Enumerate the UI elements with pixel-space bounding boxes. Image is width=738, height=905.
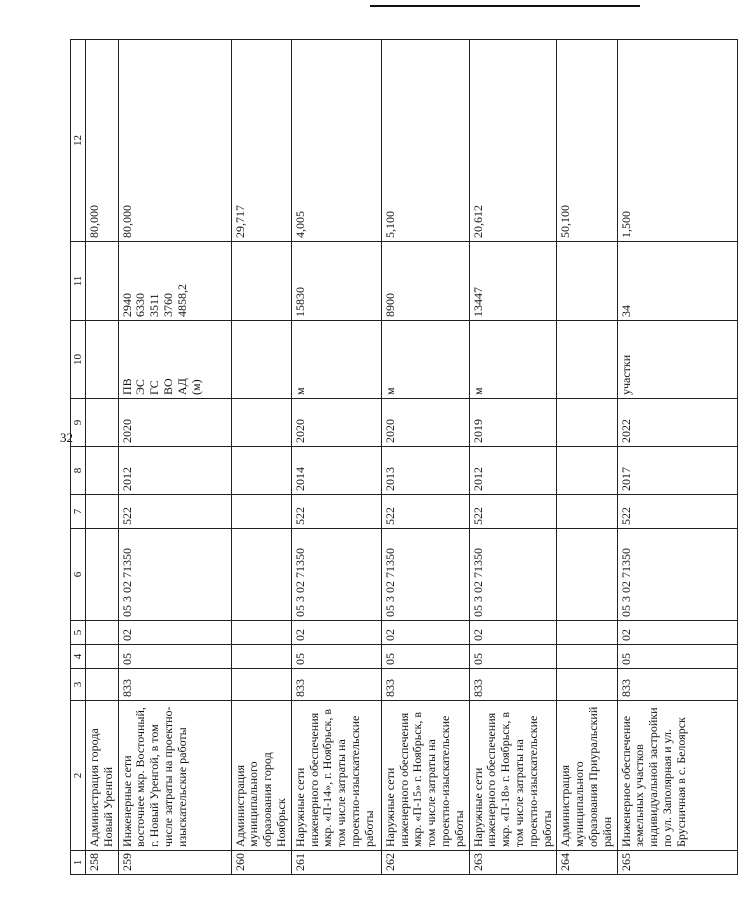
table-cell: 260 bbox=[231, 851, 291, 875]
table-cell bbox=[557, 669, 617, 701]
table-cell bbox=[231, 645, 291, 669]
table-cell: 259 bbox=[118, 851, 231, 875]
table-cell: 2012 bbox=[469, 447, 557, 495]
table-cell: Инженерные сети восточнее мкр. Восточный, г. Новый Уренгой, в том числе затраты на проектно-изыскательские работы bbox=[118, 701, 231, 851]
table-cell: 34 bbox=[617, 242, 737, 321]
table-cell: 2022 bbox=[617, 399, 737, 447]
table-cell: 4,005 bbox=[291, 40, 381, 242]
table-cell: 02 bbox=[291, 621, 381, 645]
table-row bbox=[557, 40, 617, 875]
table-cell: 833 bbox=[381, 669, 469, 701]
table-cell: 05 bbox=[291, 645, 381, 669]
table-cell: 05 3 02 71350 bbox=[469, 529, 557, 621]
table-row bbox=[469, 40, 557, 875]
table-cell: 522 bbox=[469, 495, 557, 529]
table-cell bbox=[86, 669, 119, 701]
table-cell bbox=[86, 645, 119, 669]
table-row bbox=[86, 40, 119, 875]
table-row bbox=[231, 40, 291, 875]
table-cell: 1,500 bbox=[617, 40, 737, 242]
table-cell bbox=[231, 495, 291, 529]
column-header: 10 bbox=[71, 321, 86, 399]
table-cell: Наружные сети инженерного обеспечения мкр. «П-15» г. Ноябрьск, в том числе затраты на проектно-изыскательские работы bbox=[381, 701, 469, 851]
table-cell: Наружные сети инженерного обеспечения мкр. «П-18» г. Ноябрьск, в том числе затраты на проектно-изыскательские работы bbox=[469, 701, 557, 851]
table-cell: 8900 bbox=[381, 242, 469, 321]
table-cell: 2019 bbox=[469, 399, 557, 447]
table-cell: 29,717 bbox=[231, 40, 291, 242]
table-cell: Администрация муниципального образования город Ноябрьск bbox=[231, 701, 291, 851]
column-header: 3 bbox=[71, 669, 86, 701]
table-cell: участки bbox=[617, 321, 737, 399]
table-cell: Инженерное обеспечение земельных участков индивидуальной застройки по ул. Заполярная и ул. Брусничная в с. Белоярск bbox=[617, 701, 737, 851]
table-cell: 262 bbox=[381, 851, 469, 875]
table-cell bbox=[231, 321, 291, 399]
table-cell: 80,000 bbox=[86, 40, 119, 242]
table-cell: 05 3 02 71350 bbox=[381, 529, 469, 621]
table-cell: Администрация муниципального образования Приуральский район bbox=[557, 701, 617, 851]
table-cell: 05 bbox=[381, 645, 469, 669]
table-cell: Администрация города Новый Уренгой bbox=[86, 701, 119, 851]
column-header: 12 bbox=[71, 40, 86, 242]
column-header: 9 bbox=[71, 399, 86, 447]
table-cell: 2020 bbox=[291, 399, 381, 447]
table-cell: 20,612 bbox=[469, 40, 557, 242]
table-cell bbox=[86, 399, 119, 447]
column-header: 5 bbox=[71, 621, 86, 645]
table-cell bbox=[86, 242, 119, 321]
table-cell: 2013 bbox=[381, 447, 469, 495]
table-cell: 05 bbox=[118, 645, 231, 669]
table-cell bbox=[557, 321, 617, 399]
table-cell: 05 3 02 71350 bbox=[617, 529, 737, 621]
table-cell bbox=[557, 447, 617, 495]
table-cell: 522 bbox=[291, 495, 381, 529]
corner-rule bbox=[370, 5, 640, 7]
table-cell bbox=[557, 529, 617, 621]
table-cell bbox=[231, 529, 291, 621]
table-cell: 15830 bbox=[291, 242, 381, 321]
table-cell bbox=[86, 529, 119, 621]
table-cell: м bbox=[381, 321, 469, 399]
table-cell: 2940 6330 3511 3760 4858,2 bbox=[118, 242, 231, 321]
table-cell: 261 bbox=[291, 851, 381, 875]
column-header: 2 bbox=[71, 701, 86, 851]
table-cell: 833 bbox=[617, 669, 737, 701]
column-header: 11 bbox=[71, 242, 86, 321]
table-cell: 522 bbox=[118, 495, 231, 529]
table-cell bbox=[231, 621, 291, 645]
table-cell bbox=[231, 242, 291, 321]
table-cell: 2012 bbox=[118, 447, 231, 495]
table-row bbox=[291, 40, 381, 875]
table-cell bbox=[231, 447, 291, 495]
table-cell bbox=[557, 399, 617, 447]
table-cell: 833 bbox=[469, 669, 557, 701]
table-cell: 2020 bbox=[381, 399, 469, 447]
column-header: 8 bbox=[71, 447, 86, 495]
page-number: 32 bbox=[60, 430, 73, 445]
table-cell: 05 bbox=[617, 645, 737, 669]
table-cell: 50,100 bbox=[557, 40, 617, 242]
table-cell: 05 bbox=[469, 645, 557, 669]
table-cell: 264 bbox=[557, 851, 617, 875]
table-cell bbox=[557, 495, 617, 529]
table-cell: ПВ ЭС ГС ВО АД (м) bbox=[118, 321, 231, 399]
table-cell: 02 bbox=[381, 621, 469, 645]
table-cell: 13447 bbox=[469, 242, 557, 321]
table-cell: м bbox=[291, 321, 381, 399]
table-cell: 522 bbox=[381, 495, 469, 529]
column-header: 6 bbox=[71, 529, 86, 621]
table-cell: 05 3 02 71350 bbox=[291, 529, 381, 621]
table-cell: 2014 bbox=[291, 447, 381, 495]
table-cell bbox=[86, 621, 119, 645]
column-header: 4 bbox=[71, 645, 86, 669]
table-cell bbox=[557, 645, 617, 669]
table-cell: 02 bbox=[617, 621, 737, 645]
table-cell: Наружные сети инженерного обеспечения мкр. «П-14», г. Ноябрьск, в том числе затраты на проектно-изыскательские работы bbox=[291, 701, 381, 851]
table-cell: 02 bbox=[469, 621, 557, 645]
table-cell: 258 bbox=[86, 851, 119, 875]
table-sheet bbox=[70, 40, 688, 875]
table-cell: м bbox=[469, 321, 557, 399]
table-cell: 2020 bbox=[118, 399, 231, 447]
table-cell bbox=[86, 495, 119, 529]
table-cell bbox=[86, 321, 119, 399]
table-cell: 5,100 bbox=[381, 40, 469, 242]
table-cell: 2017 bbox=[617, 447, 737, 495]
table-cell: 265 bbox=[617, 851, 737, 875]
table-cell: 263 bbox=[469, 851, 557, 875]
table-cell: 522 bbox=[617, 495, 737, 529]
table-cell bbox=[231, 399, 291, 447]
table-cell: 05 3 02 71350 bbox=[118, 529, 231, 621]
header-row bbox=[71, 40, 86, 875]
table-cell: 80,000 bbox=[118, 40, 231, 242]
column-header: 7 bbox=[71, 495, 86, 529]
table-cell bbox=[86, 447, 119, 495]
table-cell: 833 bbox=[118, 669, 231, 701]
table-cell bbox=[231, 669, 291, 701]
table-cell bbox=[557, 242, 617, 321]
table-row bbox=[381, 40, 469, 875]
table-cell: 833 bbox=[291, 669, 381, 701]
column-header: 1 bbox=[71, 851, 86, 875]
data-table bbox=[70, 39, 738, 875]
table-row bbox=[617, 40, 737, 875]
table-row bbox=[118, 40, 231, 875]
table-cell bbox=[557, 621, 617, 645]
table-cell: 02 bbox=[118, 621, 231, 645]
